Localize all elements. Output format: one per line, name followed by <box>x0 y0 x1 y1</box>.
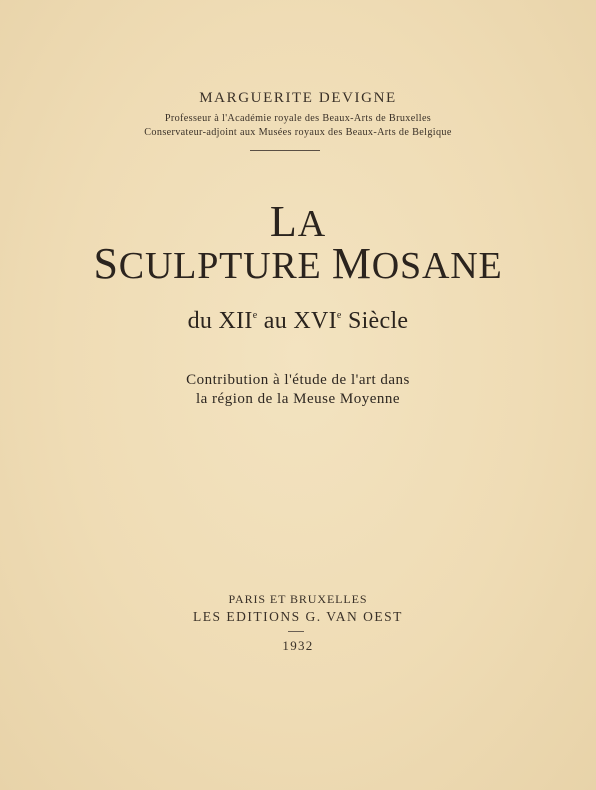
author-affiliation-2: Conservateur-adjoint aux Musées royaux des Beaux-Arts de Belgique <box>144 127 452 138</box>
subtitle-middle: au XVI <box>257 308 337 334</box>
description-line-2: la région de la Meuse Moyenne <box>195 391 401 407</box>
subtitle-superscript-1: e <box>252 310 258 321</box>
divider-rule-bottom <box>288 631 304 632</box>
subtitle-suffix: Siècle <box>341 308 409 334</box>
author-name: MARGUERITE DEVIGNE <box>199 90 397 106</box>
imprint-publisher: LES EDITIONS G. VAN OEST <box>193 609 403 624</box>
title-initial-l: L <box>269 197 298 246</box>
description-line-1: Contribution à l'étude de l'art dans <box>186 372 410 388</box>
title-initial-s: S <box>93 239 119 288</box>
imprint-year: 1932 <box>282 638 314 653</box>
divider-rule-top <box>250 150 320 151</box>
title-rest-culpture: CULPTURE <box>118 245 322 287</box>
imprint-place: PARIS ET BRUXELLES <box>228 592 368 606</box>
subtitle-centuries <box>0 308 596 335</box>
subtitle-superscript-2: e <box>336 310 342 321</box>
author-affiliation-1: Professeur à l'Académie royale des Beaux-Arts de Bruxelles <box>164 113 432 124</box>
subtitle-prefix: du XII <box>187 308 253 334</box>
title-rest-a: A <box>297 203 327 245</box>
title-line-2 <box>0 238 596 289</box>
title-rest-osane: OSANE <box>371 245 503 287</box>
title-initial-m: M <box>331 239 372 288</box>
